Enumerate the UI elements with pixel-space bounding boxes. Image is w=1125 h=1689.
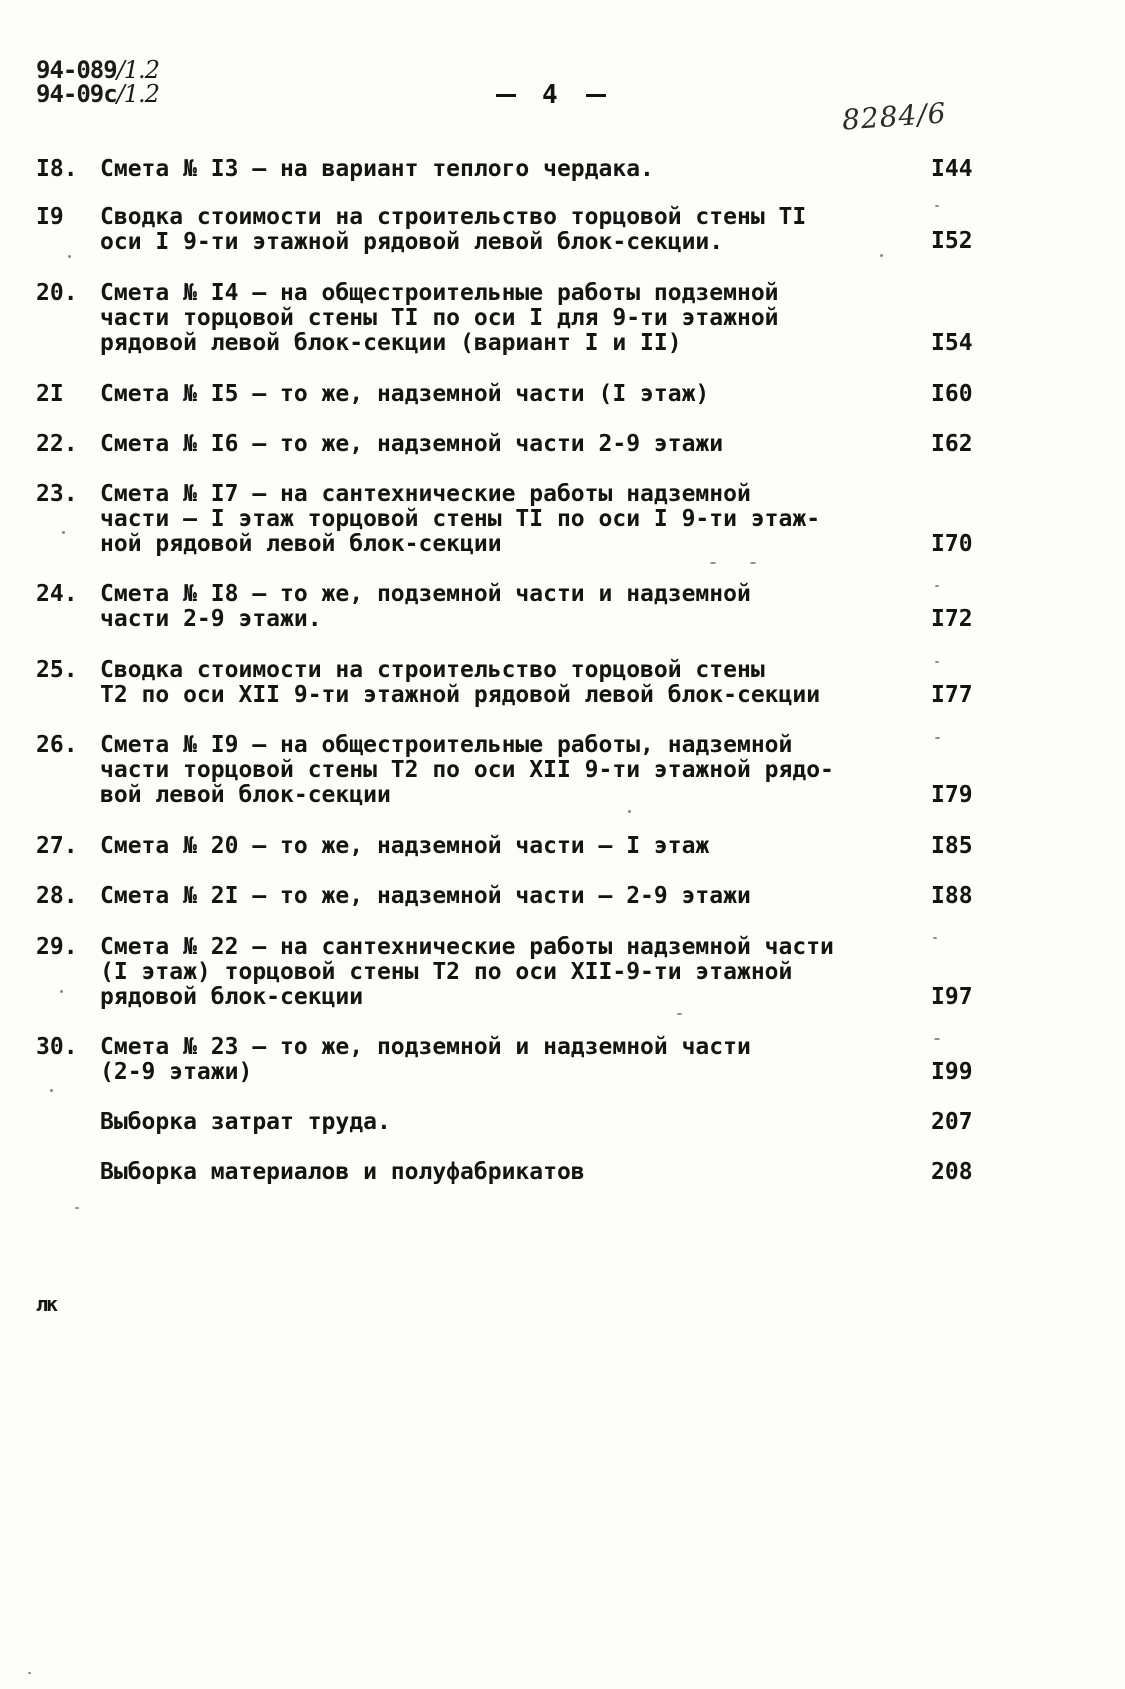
entry-number: 22. xyxy=(36,431,78,457)
page-number: 4 xyxy=(470,80,632,110)
scan-speck xyxy=(75,1207,79,1209)
entry-title: Смета № 23 – то же, подземной и надземной части (2-9 этажи) xyxy=(100,1034,751,1085)
archive-number: 8284/6 xyxy=(840,96,948,137)
entry-title: Смета № I4 – на общестроительные работы подземной части торцовой стены TI по оси I для 9-ти этажной рядовой левой блок-секции (вариант I и II) xyxy=(100,280,779,356)
scan-speck xyxy=(62,531,65,534)
entry-title: Выборка затрат труда. xyxy=(100,1109,391,1135)
entry-title: Сводка стоимости на строительство торцовой стены TI оси I 9-ти этажной рядовой левой блок-секции. xyxy=(100,204,807,255)
entry-page: I99 xyxy=(931,1059,973,1085)
entry-title: Смета № I6 – то же, надземной части 2-9 этажи xyxy=(100,431,724,457)
scan-speck xyxy=(710,562,716,564)
scan-speck xyxy=(935,737,940,739)
entry-number: 2I xyxy=(36,381,64,407)
document-codes xyxy=(36,58,159,106)
entry-title: Сводка стоимости на строительство торцовой стены T2 по оси XII 9-ти этажной рядовой левой блок-секции xyxy=(100,657,821,708)
entry-page: I60 xyxy=(931,381,973,407)
entry-title: Смета № I3 – на вариант теплого чердака. xyxy=(100,156,654,182)
entry-title: Смета № I5 – то же, надземной части (I этаж) xyxy=(100,381,710,407)
scan-speck xyxy=(935,585,939,587)
entry-title: Смета № I7 – на сантехнические работы надземной части – I этаж торцовой стены TI по оси I 9-ти этаж- ной рядовой левой блок-секции xyxy=(100,481,821,557)
scan-speck xyxy=(60,990,63,993)
scan-speck xyxy=(933,937,937,939)
entry-page: I97 xyxy=(931,984,973,1010)
entry-page: I72 xyxy=(931,606,973,632)
entry-title: Смета № 20 – то же, надземной части – I этаж xyxy=(100,833,710,859)
scan-speck xyxy=(935,205,939,207)
entry-page: I88 xyxy=(931,883,973,909)
entry-number: I9 xyxy=(36,204,64,230)
entry-number: I8. xyxy=(36,156,78,182)
scan-speck xyxy=(750,562,756,564)
entry-title: Смета № 2I – то же, надземной части – 2-9 этажи xyxy=(100,883,751,909)
typist-mark: лк xyxy=(36,1292,57,1316)
entry-page: I52 xyxy=(931,228,973,254)
document-code-2: 94-09c/1.2 xyxy=(36,80,159,108)
entry-page: I44 xyxy=(931,156,973,182)
scan-speck xyxy=(28,1672,31,1674)
entry-number: 24. xyxy=(36,581,78,607)
entry-page: I85 xyxy=(931,833,973,859)
entry-page: 207 xyxy=(931,1109,973,1135)
scan-speck xyxy=(677,1013,682,1015)
entry-page: I77 xyxy=(931,682,973,708)
entry-page: I70 xyxy=(931,531,973,557)
entry-number: 28. xyxy=(36,883,78,909)
page-number-dash-left xyxy=(496,94,516,97)
entry-number: 23. xyxy=(36,481,78,507)
entry-title: Смета № 22 – на сантехнические работы надземной части (I этаж) торцовой стены T2 по оси XII-9-ти этажной рядовой блок-секции xyxy=(100,934,834,1010)
scan-speck xyxy=(50,1089,53,1092)
page-number-dash-right xyxy=(586,94,606,97)
scan-speck xyxy=(628,810,631,813)
entry-number: 26. xyxy=(36,732,78,758)
entry-page: 208 xyxy=(931,1159,973,1185)
scan-speck xyxy=(68,255,71,258)
entry-page: I54 xyxy=(931,330,973,356)
scan-speck xyxy=(935,661,939,663)
entry-number: 25. xyxy=(36,657,78,683)
entry-page: I62 xyxy=(931,431,973,457)
entry-title: Смета № I8 – то же, подземной части и надземной части 2-9 этажи. xyxy=(100,581,751,632)
entry-number: 30. xyxy=(36,1034,78,1060)
entry-title: Выборка материалов и полуфабрикатов xyxy=(100,1159,585,1185)
scan-speck xyxy=(934,1038,940,1040)
document-code-1: 94-089/1.2 xyxy=(36,56,159,84)
entry-number: 29. xyxy=(36,934,78,960)
entry-title: Смета № I9 – на общестроительные работы, надземной части торцовой стены T2 по оси XII 9-ти этажной рядо- вой левой блок-секции xyxy=(100,732,834,808)
entry-number: 20. xyxy=(36,280,78,306)
entry-page: I79 xyxy=(931,782,973,808)
scan-speck xyxy=(880,254,883,257)
entry-number: 27. xyxy=(36,833,78,859)
